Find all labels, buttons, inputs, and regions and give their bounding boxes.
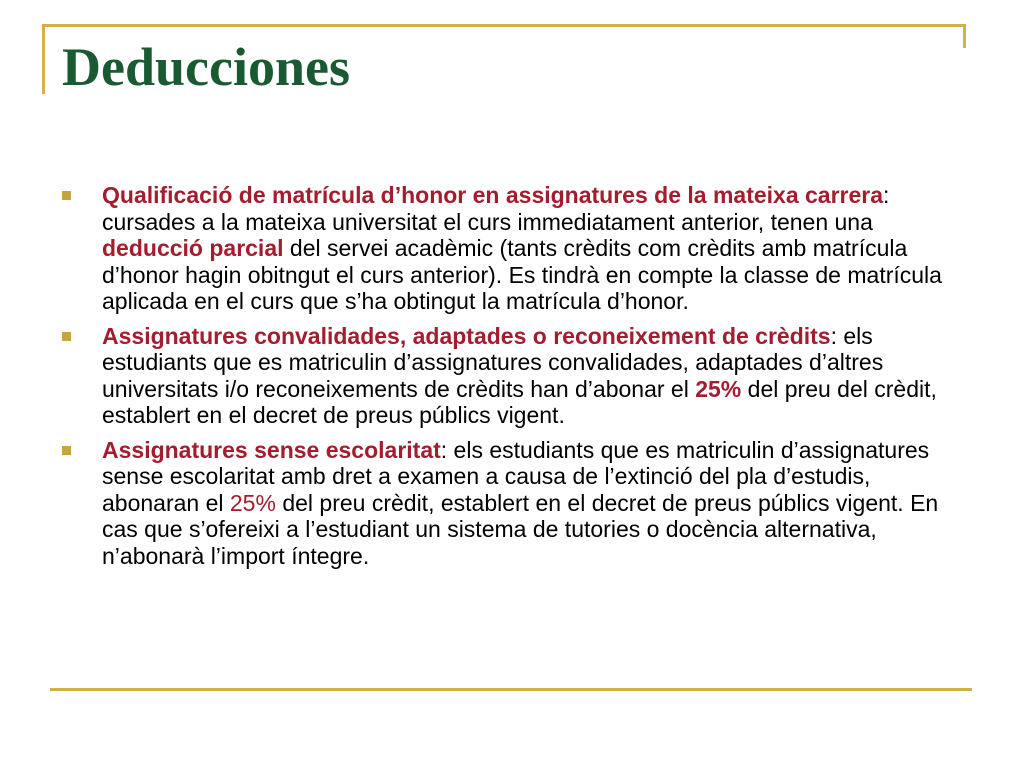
bullet-2-percentage: 25% (695, 375, 742, 402)
bullet-item-sense-escolaritat (60, 437, 965, 570)
bullet-1-heading: Qualificació de matrícula d’honor en assignatures de la mateixa carrera (102, 182, 884, 208)
bullet-3-text-b: del preu crèdit, establert en el decret de preus públics vigent. En cas que s’ofereixi a l’estudiant un sistema de tutories o docència alternativa, n’abonarà l’import íntegre. (102, 489, 939, 569)
bullet-2-text-a: : els estudiants que es matriculin d’assignatures convalidades, adaptades d’altres universitats i/o reconeixements de crèdits han d’abonar el (102, 322, 884, 402)
square-bullet-icon (62, 191, 71, 200)
frame-line-right (963, 24, 966, 48)
bullet-item-honor (60, 182, 965, 315)
bullet-3-text-a: : els estudiants que es matriculin d’assignatures sense escolaritat amb dret a examen a causa de l’extinció del pla d’estudis, abonaran el (102, 436, 930, 516)
bullet-1-emphasis: deducció parcial (102, 235, 284, 261)
bullet-3-heading: Assignatures sense escolaritat (102, 436, 441, 463)
bullet-2-text-b: del preu del crèdit, establert en el decret de preus públics vigent. (102, 375, 937, 428)
frame-line-top (42, 24, 966, 27)
bottom-rule (50, 688, 972, 691)
frame-line-left (42, 24, 45, 94)
bullet-1-text-b: del servei acadèmic (tants crèdits com crèdits amb matrícula d’honor hagin obitngut el curs anterior). Es tindrà en compte la classe de matrícula aplicada en el curs que s’ha obtingut la matrícula d’honor. (102, 235, 942, 314)
bullet-2-heading: Assignatures convalidades, adaptades o reconeixement de crèdits (102, 322, 831, 349)
bullet-list (60, 182, 965, 577)
square-bullet-icon (62, 446, 71, 455)
bullet-3-percentage: 25% (229, 489, 276, 516)
slide-title: Deducciones (62, 37, 350, 97)
bullet-item-convalidades (60, 323, 965, 429)
bullet-1-text-a: : cursades a la mateixa universitat el curs immediatament anterior, tenen una (102, 182, 890, 235)
square-bullet-icon (62, 332, 71, 341)
